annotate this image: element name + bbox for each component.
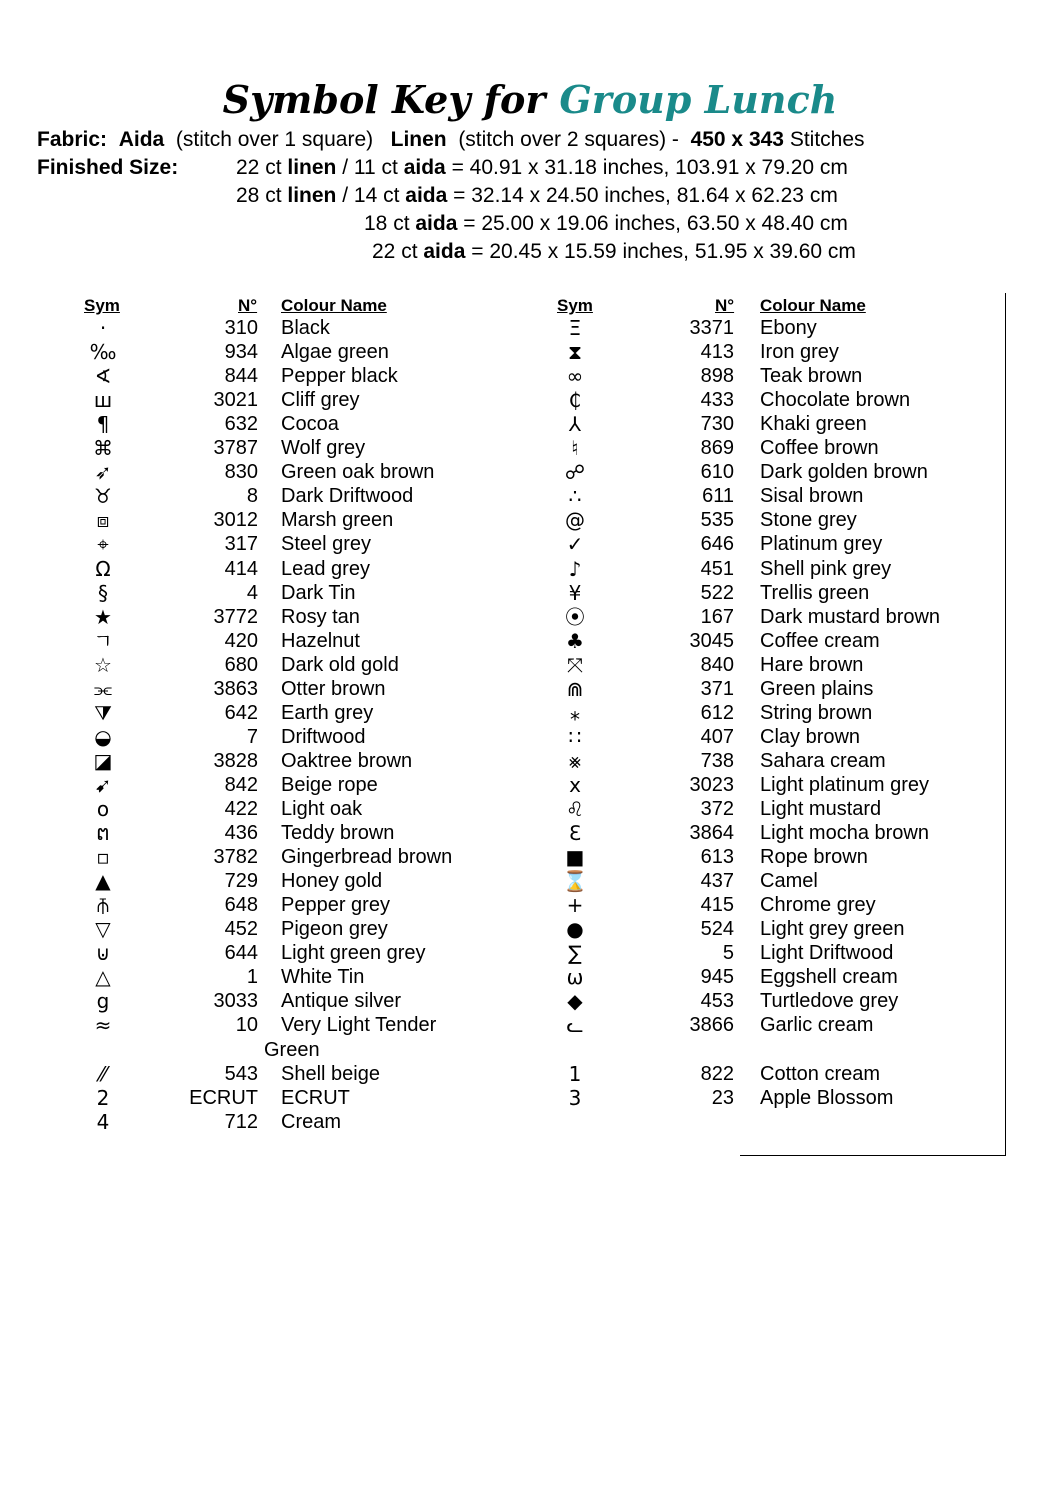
- symbol-glyph: ⌘: [93, 436, 113, 461]
- colour-name: Green oak brown: [281, 461, 435, 484]
- symbol-glyph: Ω: [95, 556, 111, 581]
- symbol-glyph: △: [95, 965, 111, 990]
- symbol-glyph: ш: [93, 388, 113, 413]
- symbol-glyph: g: [96, 989, 110, 1014]
- fabric-linen-note: (stitch over 2 squares) -: [458, 128, 679, 151]
- floss-number: 680: [224, 653, 258, 676]
- colour-name: Light grey green: [760, 918, 905, 941]
- colour-name: Light green grey: [281, 942, 426, 965]
- colour-name: Coffee cream: [760, 629, 880, 652]
- symbol-glyph: 4: [96, 1109, 110, 1134]
- floss-number: 535: [700, 509, 734, 532]
- name-wrap-continuation: Green: [264, 1038, 320, 1061]
- floss-number: 830: [224, 461, 258, 484]
- symbol-glyph: ‰: [89, 340, 117, 365]
- symbol-glyph: ●: [566, 917, 584, 942]
- colour-name: Marsh green: [281, 509, 394, 532]
- floss-number: 414: [224, 557, 258, 580]
- symbol-glyph: 2: [96, 1085, 110, 1110]
- colour-name: Teak brown: [760, 365, 863, 388]
- colour-name: Pepper black: [281, 365, 398, 388]
- colour-name: Shell pink grey: [760, 557, 892, 580]
- colour-name: Light oak: [281, 798, 363, 820]
- floss-number: 413: [700, 341, 734, 364]
- floss-number: 3864: [689, 822, 734, 845]
- colour-name: Chrome grey: [760, 894, 876, 917]
- fabric-linen: Linen: [390, 128, 447, 151]
- floss-number: 3782: [213, 846, 258, 869]
- symbol-glyph: ☍: [564, 460, 586, 485]
- colour-name: Clay brown: [760, 725, 861, 748]
- symbol-glyph: o: [96, 797, 110, 821]
- colour-name: Driftwood: [281, 725, 366, 748]
- floss-number: 3012: [213, 509, 258, 532]
- colour-name: Iron grey: [760, 341, 839, 364]
- symbol-glyph: ▫: [96, 845, 110, 870]
- fabric-aida-note: (stitch over 1 square): [175, 128, 374, 151]
- colour-name: Light mustard: [760, 798, 882, 820]
- floss-number: 8: [246, 485, 258, 508]
- symbol-glyph: ⧩: [94, 700, 112, 725]
- symbol-glyph: ₵: [568, 388, 582, 413]
- colour-name: Antique silver: [281, 990, 402, 1013]
- colour-name: Eggshell cream: [760, 966, 898, 989]
- floss-number: 648: [224, 894, 258, 917]
- colour-name: Earth grey: [281, 701, 374, 724]
- floss-number: 646: [700, 533, 734, 556]
- floss-number: 422: [224, 798, 258, 820]
- colour-name: Apple Blossom: [760, 1086, 894, 1109]
- floss-number: 642: [224, 701, 258, 724]
- symbol-glyph: ⫚: [97, 893, 109, 918]
- colour-name: Beige rope: [281, 773, 378, 796]
- symbol-glyph: ➶: [94, 460, 112, 485]
- fabric-aida: Aida: [118, 128, 165, 151]
- symbol-glyph: ⫘: [94, 676, 112, 701]
- header-sym-right: Sym: [557, 296, 593, 315]
- floss-number: 844: [224, 365, 258, 388]
- symbol-glyph: ◒: [94, 724, 112, 749]
- symbol-glyph: ⦿: [565, 604, 585, 629]
- floss-number: 371: [700, 677, 734, 700]
- colour-name: Dark old gold: [281, 653, 399, 676]
- floss-number: 822: [700, 1062, 734, 1085]
- symbol-glyph: ⧗: [567, 340, 583, 365]
- table-border-right: [1005, 293, 1006, 1155]
- colour-name: Black: [281, 317, 330, 339]
- floss-number: 5: [722, 942, 734, 965]
- symbol-glyph: ¥: [568, 580, 582, 605]
- floss-number: 372: [700, 798, 734, 820]
- colour-name: Sahara cream: [760, 749, 886, 772]
- colour-name: Cotton cream: [760, 1062, 881, 1085]
- floss-number: 3033: [213, 990, 258, 1013]
- colour-name: Cocoa: [281, 413, 339, 436]
- colour-name: Light Driftwood: [760, 942, 894, 965]
- floss-number: 712: [224, 1110, 258, 1133]
- floss-number: 612: [700, 701, 734, 724]
- symbol-glyph: ⌖: [97, 532, 109, 557]
- floss-number: 420: [224, 629, 258, 652]
- floss-number: 869: [700, 437, 734, 460]
- floss-number: 1: [246, 966, 258, 989]
- design-name: Group Lunch: [559, 77, 838, 122]
- symbol-glyph: ◆: [567, 989, 583, 1014]
- floss-number: 522: [700, 581, 734, 604]
- symbol-glyph: ⧈: [96, 508, 110, 533]
- symbol-glyph: ω: [566, 965, 584, 990]
- finished-size-line: 28 ct linen / 14 ct aida = 32.14 x 24.50 inches, 81.64 x 62.23 cm: [236, 184, 838, 207]
- symbol-glyph: +: [566, 893, 584, 918]
- floss-number: 524: [700, 918, 734, 941]
- colour-name: Algae green: [281, 341, 389, 364]
- colour-name: Coffee brown: [760, 437, 879, 460]
- symbol-glyph: ⌛: [562, 869, 588, 894]
- floss-number: 840: [700, 653, 734, 676]
- symbol-glyph: ⅄: [568, 412, 582, 437]
- floss-number: 632: [224, 413, 258, 436]
- floss-number: 433: [700, 389, 734, 412]
- symbol-glyph: ☆: [94, 652, 112, 677]
- floss-number: 934: [224, 341, 258, 364]
- floss-number: 543: [224, 1062, 258, 1085]
- symbol-glyph: ♌: [566, 797, 584, 821]
- symbol-glyph: ∷: [568, 724, 582, 749]
- symbol-glyph: ㄱ: [93, 628, 113, 653]
- colour-name: Very Light Tender: [281, 1014, 437, 1037]
- finished-size-line: 18 ct aida = 25.00 x 19.06 inches, 63.50 x 48.40 cm: [364, 212, 848, 235]
- floss-number: 451: [700, 557, 734, 580]
- floss-number: 452: [224, 918, 258, 941]
- floss-number: 23: [711, 1086, 734, 1109]
- symbol-glyph: ⁎: [570, 700, 580, 725]
- colour-name: Cream: [281, 1110, 342, 1133]
- symbol-glyph: 1: [568, 1061, 582, 1086]
- colour-name: Camel: [760, 870, 818, 893]
- symbol-glyph: ᓚ: [566, 1013, 584, 1038]
- symbol-glyph: ♮: [571, 436, 579, 461]
- colour-name: White Tin: [281, 966, 365, 989]
- symbol-glyph: §: [98, 580, 108, 605]
- page-title: [0, 78, 1060, 122]
- header-name-right: Colour Name: [760, 296, 866, 315]
- header-sym-left: Sym: [84, 296, 120, 315]
- colour-name: Green plains: [760, 677, 874, 700]
- symbol-glyph: ∑: [568, 941, 582, 966]
- symbol-glyph: ¶: [96, 412, 110, 437]
- symbol-glyph: ຕ: [96, 821, 110, 846]
- floss-number: 3371: [689, 317, 734, 339]
- colour-name: Otter brown: [281, 677, 386, 700]
- colour-name: String brown: [760, 701, 873, 724]
- colour-name: Wolf grey: [281, 437, 366, 460]
- symbol-glyph: ⤧: [567, 652, 583, 677]
- colour-name: Pepper grey: [281, 894, 390, 917]
- floss-number: 3787: [213, 437, 258, 460]
- symbol-glyph: ♪: [568, 556, 582, 581]
- header-num-right: N°: [715, 296, 735, 315]
- title-prefix: Symbol Key for: [222, 77, 546, 122]
- colour-name: Trellis green: [760, 581, 870, 604]
- floss-number: 729: [224, 870, 258, 893]
- floss-number: 3021: [213, 389, 258, 412]
- fabric-label: Fabric:: [37, 128, 108, 151]
- floss-number: 945: [700, 966, 734, 989]
- header-num-left: N°: [238, 296, 258, 315]
- colour-name: Ebony: [760, 317, 817, 339]
- floss-number: ECRUT: [189, 1086, 258, 1109]
- colour-name: Dark Tin: [281, 581, 356, 604]
- colour-name: Khaki green: [760, 413, 867, 436]
- floss-number: 898: [700, 365, 734, 388]
- floss-number: 611: [702, 485, 734, 508]
- floss-number: 3866: [689, 1014, 734, 1037]
- floss-number: 738: [700, 749, 734, 772]
- symbol-glyph: ∴: [568, 484, 582, 509]
- colour-name: Shell beige: [281, 1062, 380, 1085]
- symbol-glyph: ∢: [94, 364, 112, 389]
- floss-number: 437: [700, 870, 734, 893]
- colour-name: Garlic cream: [760, 1014, 874, 1037]
- colour-name: Teddy brown: [281, 822, 395, 845]
- floss-number: 7: [246, 725, 258, 748]
- colour-name: Light platinum grey: [760, 773, 929, 796]
- floss-number: 10: [235, 1014, 258, 1037]
- floss-number: 317: [224, 533, 258, 556]
- symbol-glyph: ▽: [95, 917, 111, 942]
- colour-name: Rope brown: [760, 846, 868, 869]
- symbol-glyph: ♉: [94, 484, 112, 509]
- symbol-glyph: x: [569, 772, 581, 797]
- colour-name: Cliff grey: [281, 389, 360, 412]
- stitch-count: 450 x 343: [690, 128, 784, 151]
- colour-name: Oaktree brown: [281, 749, 413, 772]
- colour-name: Dark mustard brown: [760, 605, 941, 628]
- colour-name: Hare brown: [760, 653, 864, 676]
- symbol-glyph: ⊍: [95, 941, 111, 966]
- colour-name: Light mocha brown: [760, 822, 929, 845]
- finished-size-line: 22 ct aida = 20.45 x 15.59 inches, 51.95 x 39.60 cm: [372, 240, 856, 263]
- floss-number: 3863: [213, 677, 258, 700]
- colour-name: Pigeon grey: [281, 918, 388, 941]
- symbol-glyph: ℇ: [568, 821, 582, 846]
- symbol-glyph: ⁄⁄: [99, 1061, 107, 1086]
- floss-number: 730: [700, 413, 734, 436]
- floss-number: 415: [700, 894, 734, 917]
- colour-name: Sisal brown: [760, 485, 864, 508]
- symbol-glyph: ♣: [566, 628, 584, 653]
- symbol-glyph: ·: [99, 316, 107, 340]
- floss-number: 842: [224, 773, 258, 796]
- colour-name: Honey gold: [281, 870, 383, 893]
- floss-number: 310: [224, 317, 258, 339]
- symbol-glyph: 3: [568, 1085, 582, 1110]
- floss-number: 3023: [689, 773, 734, 796]
- header-name-left: Colour Name: [281, 296, 387, 315]
- symbol-glyph: ■: [565, 845, 585, 870]
- symbol-glyph: @: [565, 508, 585, 533]
- colour-name: Platinum grey: [760, 533, 883, 556]
- colour-name: Turtledove grey: [760, 990, 899, 1013]
- symbol-glyph: ▲: [95, 869, 111, 894]
- floss-number: 453: [700, 990, 734, 1013]
- floss-number: 4: [246, 581, 258, 604]
- colour-name: Steel grey: [281, 533, 372, 556]
- symbol-glyph: ★: [94, 604, 112, 629]
- symbol-glyph: ✓: [566, 532, 584, 557]
- symbol-glyph: Ξ: [568, 316, 582, 340]
- finished-size-line: 22 ct linen / 11 ct aida = 40.91 x 31.18 inches, 103.91 x 79.20 cm: [236, 156, 848, 179]
- finished-size-label: Finished Size:: [37, 156, 179, 179]
- floss-number: 3772: [213, 605, 258, 628]
- fabric-line: [37, 127, 865, 153]
- colour-name: ECRUT: [281, 1086, 350, 1109]
- floss-number: 644: [224, 942, 258, 965]
- colour-name: Dark golden brown: [760, 461, 928, 484]
- symbol-glyph: ∞: [566, 364, 584, 389]
- floss-number: 610: [700, 461, 734, 484]
- floss-number: 3828: [213, 749, 258, 772]
- colour-name: Lead grey: [281, 557, 370, 580]
- symbol-glyph: ⋒: [566, 676, 584, 701]
- symbol-glyph: ≈: [94, 1013, 112, 1038]
- floss-number: 167: [700, 605, 734, 628]
- colour-name: Rosy tan: [281, 605, 360, 628]
- colour-name: Gingerbread brown: [281, 846, 453, 869]
- floss-number: 436: [224, 822, 258, 845]
- colour-name: Hazelnut: [281, 629, 360, 652]
- symbol-glyph: ➹: [94, 772, 112, 797]
- stitch-suffix: Stitches: [789, 128, 865, 151]
- colour-name: Stone grey: [760, 509, 857, 532]
- floss-number: 3045: [689, 629, 734, 652]
- floss-number: 407: [700, 725, 734, 748]
- colour-name: Dark Driftwood: [281, 485, 414, 508]
- symbol-glyph: ⨳: [568, 748, 582, 773]
- colour-name: Chocolate brown: [760, 389, 911, 412]
- floss-number: 613: [700, 846, 734, 869]
- symbol-glyph: ◪: [93, 748, 113, 773]
- table-border-bottom: [740, 1155, 1006, 1156]
